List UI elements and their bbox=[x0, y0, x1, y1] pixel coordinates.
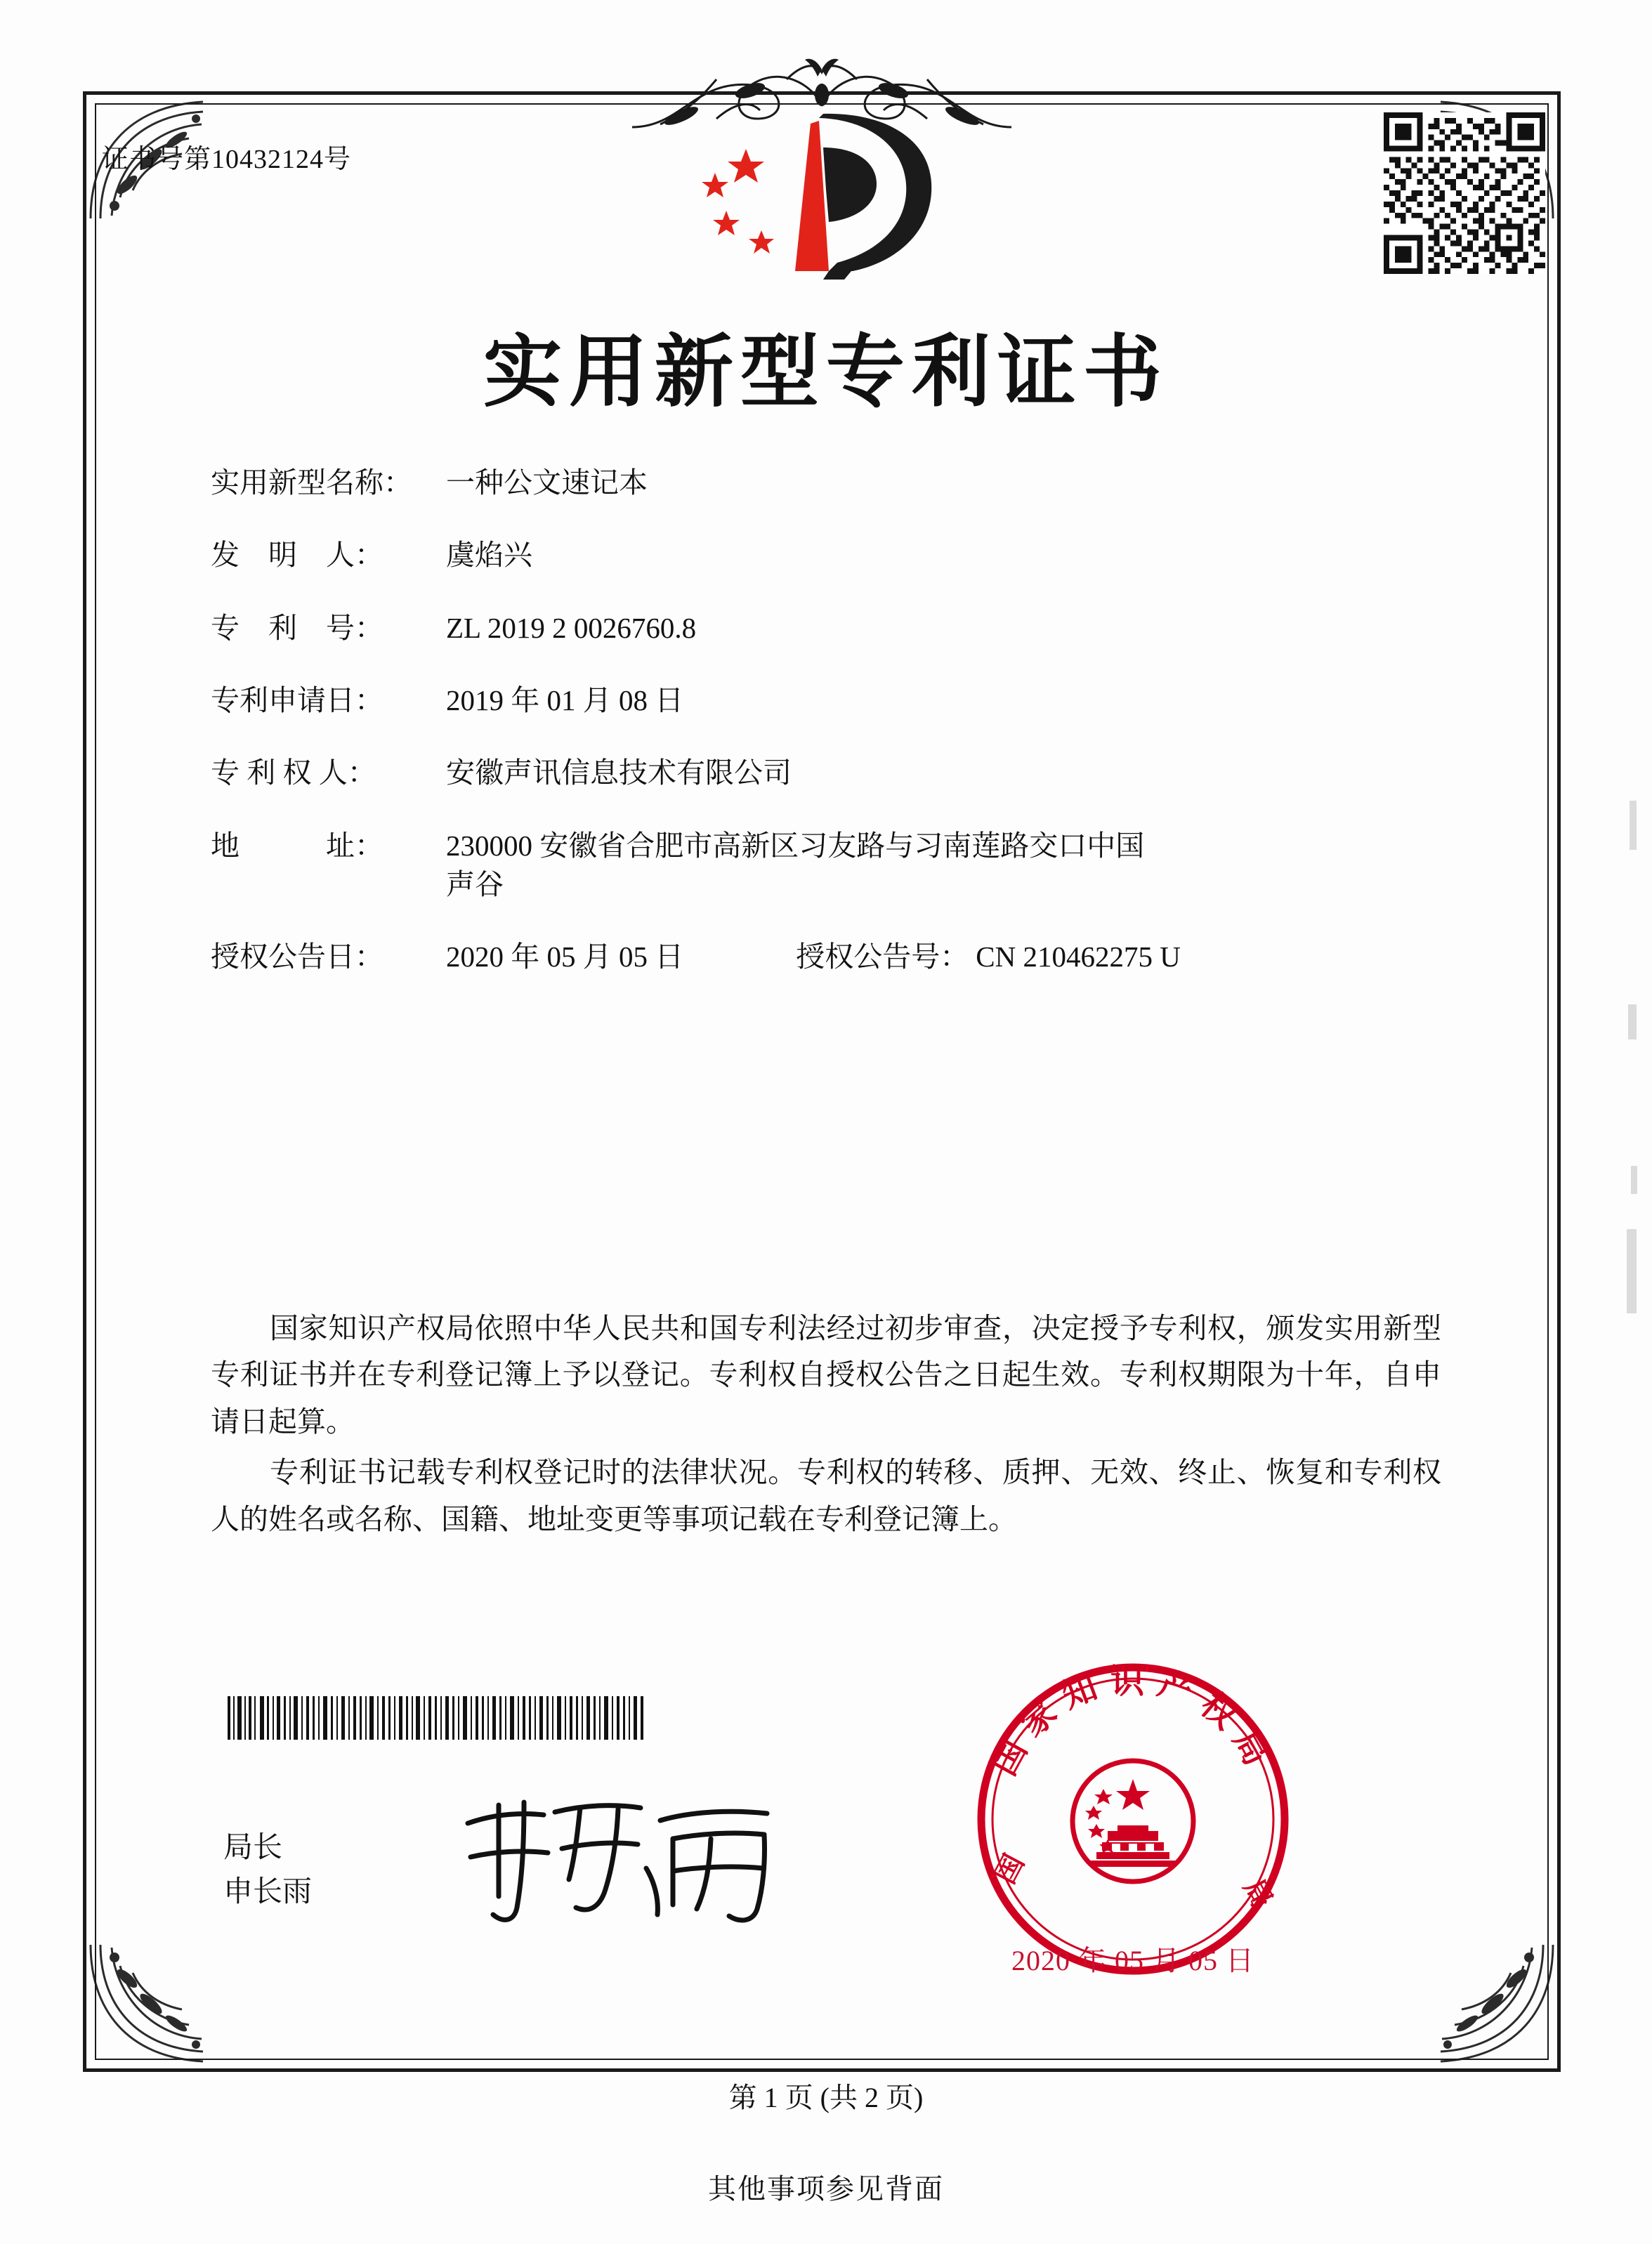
field-label-patent-number: 专 利 号： bbox=[211, 611, 383, 644]
address-line-2: 声谷 bbox=[446, 868, 504, 901]
field-label-announcement-number: 授权公告号： bbox=[796, 940, 969, 973]
director-role-label: 局长 bbox=[223, 1832, 283, 1864]
field-label-address: 地 址： bbox=[211, 829, 383, 862]
field-row-patentee bbox=[211, 754, 1433, 792]
field-row-application-date bbox=[211, 681, 1433, 720]
page-number: 第 1 页 (共 2 页) bbox=[728, 2082, 924, 2113]
field-row-patent-number bbox=[211, 609, 1433, 648]
address-line-1: 230000 安徽省合肥市高新区习友路与习南莲路交口中国 bbox=[446, 829, 1145, 862]
field-row-inventor bbox=[211, 536, 1433, 575]
field-value-announcement-date: 2020 年 05 月 05 日 bbox=[446, 940, 684, 973]
page-title: 实用新型专利证书 bbox=[483, 329, 1169, 416]
field-value-announcement-number: CN 210462275 U bbox=[976, 940, 1181, 973]
svg-text:国: 国 bbox=[989, 1849, 1030, 1889]
scan-artifact bbox=[1631, 1166, 1637, 1194]
patent-field-list bbox=[211, 464, 1433, 1005]
field-label-patentee: 专 利 权 人： bbox=[211, 756, 376, 789]
handwritten-signature bbox=[450, 1784, 829, 1931]
back-side-note: 其他事项参见背面 bbox=[708, 2173, 944, 2205]
field-row-address bbox=[211, 827, 1433, 905]
corner-ornament-bottom-right bbox=[1427, 1938, 1560, 2071]
field-value-patent-number: ZL 2019 2 0026760.8 bbox=[446, 611, 697, 644]
field-label-announcement-date: 授权公告日： bbox=[211, 940, 383, 973]
field-value-patentee: 安徽声讯信息技术有限公司 bbox=[446, 756, 792, 789]
field-label-inventor: 发 明 人： bbox=[211, 539, 383, 572]
cnipa-logo-icon bbox=[678, 105, 973, 281]
field-row-name bbox=[211, 464, 1433, 502]
corner-ornament-bottom-left bbox=[84, 1938, 217, 2071]
scan-artifact bbox=[1628, 1004, 1637, 1039]
director-signature-block bbox=[223, 1826, 312, 1915]
svg-text:局: 局 bbox=[1238, 1874, 1279, 1914]
barcode bbox=[226, 1696, 648, 1740]
seal-date: 2020 年 05 月 05 日 bbox=[1011, 1945, 1254, 1976]
qr-code bbox=[1384, 112, 1545, 274]
scan-artifact bbox=[1627, 1229, 1637, 1313]
certificate-number: 证书号第10432124号 bbox=[102, 145, 352, 174]
field-row-announcement bbox=[211, 938, 1433, 976]
legal-paragraph-2: 专利证书记载专利权登记时的法律状况。专利权的转移、质押、无效、终止、恢复和专利权人的姓名或名称、国籍、地址变更等事项记载在专利登记簿上。 bbox=[211, 1456, 1441, 1535]
legal-paragraph-1: 国家知识产权局依照中华人民共和国专利法经过初步审查，决定授予专利权，颁发实用新型专利证书并在专利登记簿上予以登记。专利权自授权公告之日起生效。专利权期限为十年，自申请日起算。 bbox=[211, 1312, 1441, 1438]
svg-text:国家知识产权局: 国家知识产权局 bbox=[985, 1663, 1280, 1782]
field-value-name: 一种公文速记本 bbox=[446, 466, 648, 499]
scan-artifact bbox=[1630, 801, 1637, 850]
legal-text-block bbox=[211, 1305, 1441, 1547]
field-value-inventor: 虞焰兴 bbox=[446, 539, 532, 572]
field-label-application-date: 专利申请日： bbox=[211, 684, 383, 717]
field-label-name: 实用新型名称： bbox=[211, 466, 412, 499]
field-value-application-date: 2019 年 01 月 08 日 bbox=[446, 684, 684, 717]
director-name: 申长雨 bbox=[223, 1876, 313, 1908]
field-value-address bbox=[446, 827, 1433, 905]
official-seal bbox=[968, 1654, 1298, 1984]
